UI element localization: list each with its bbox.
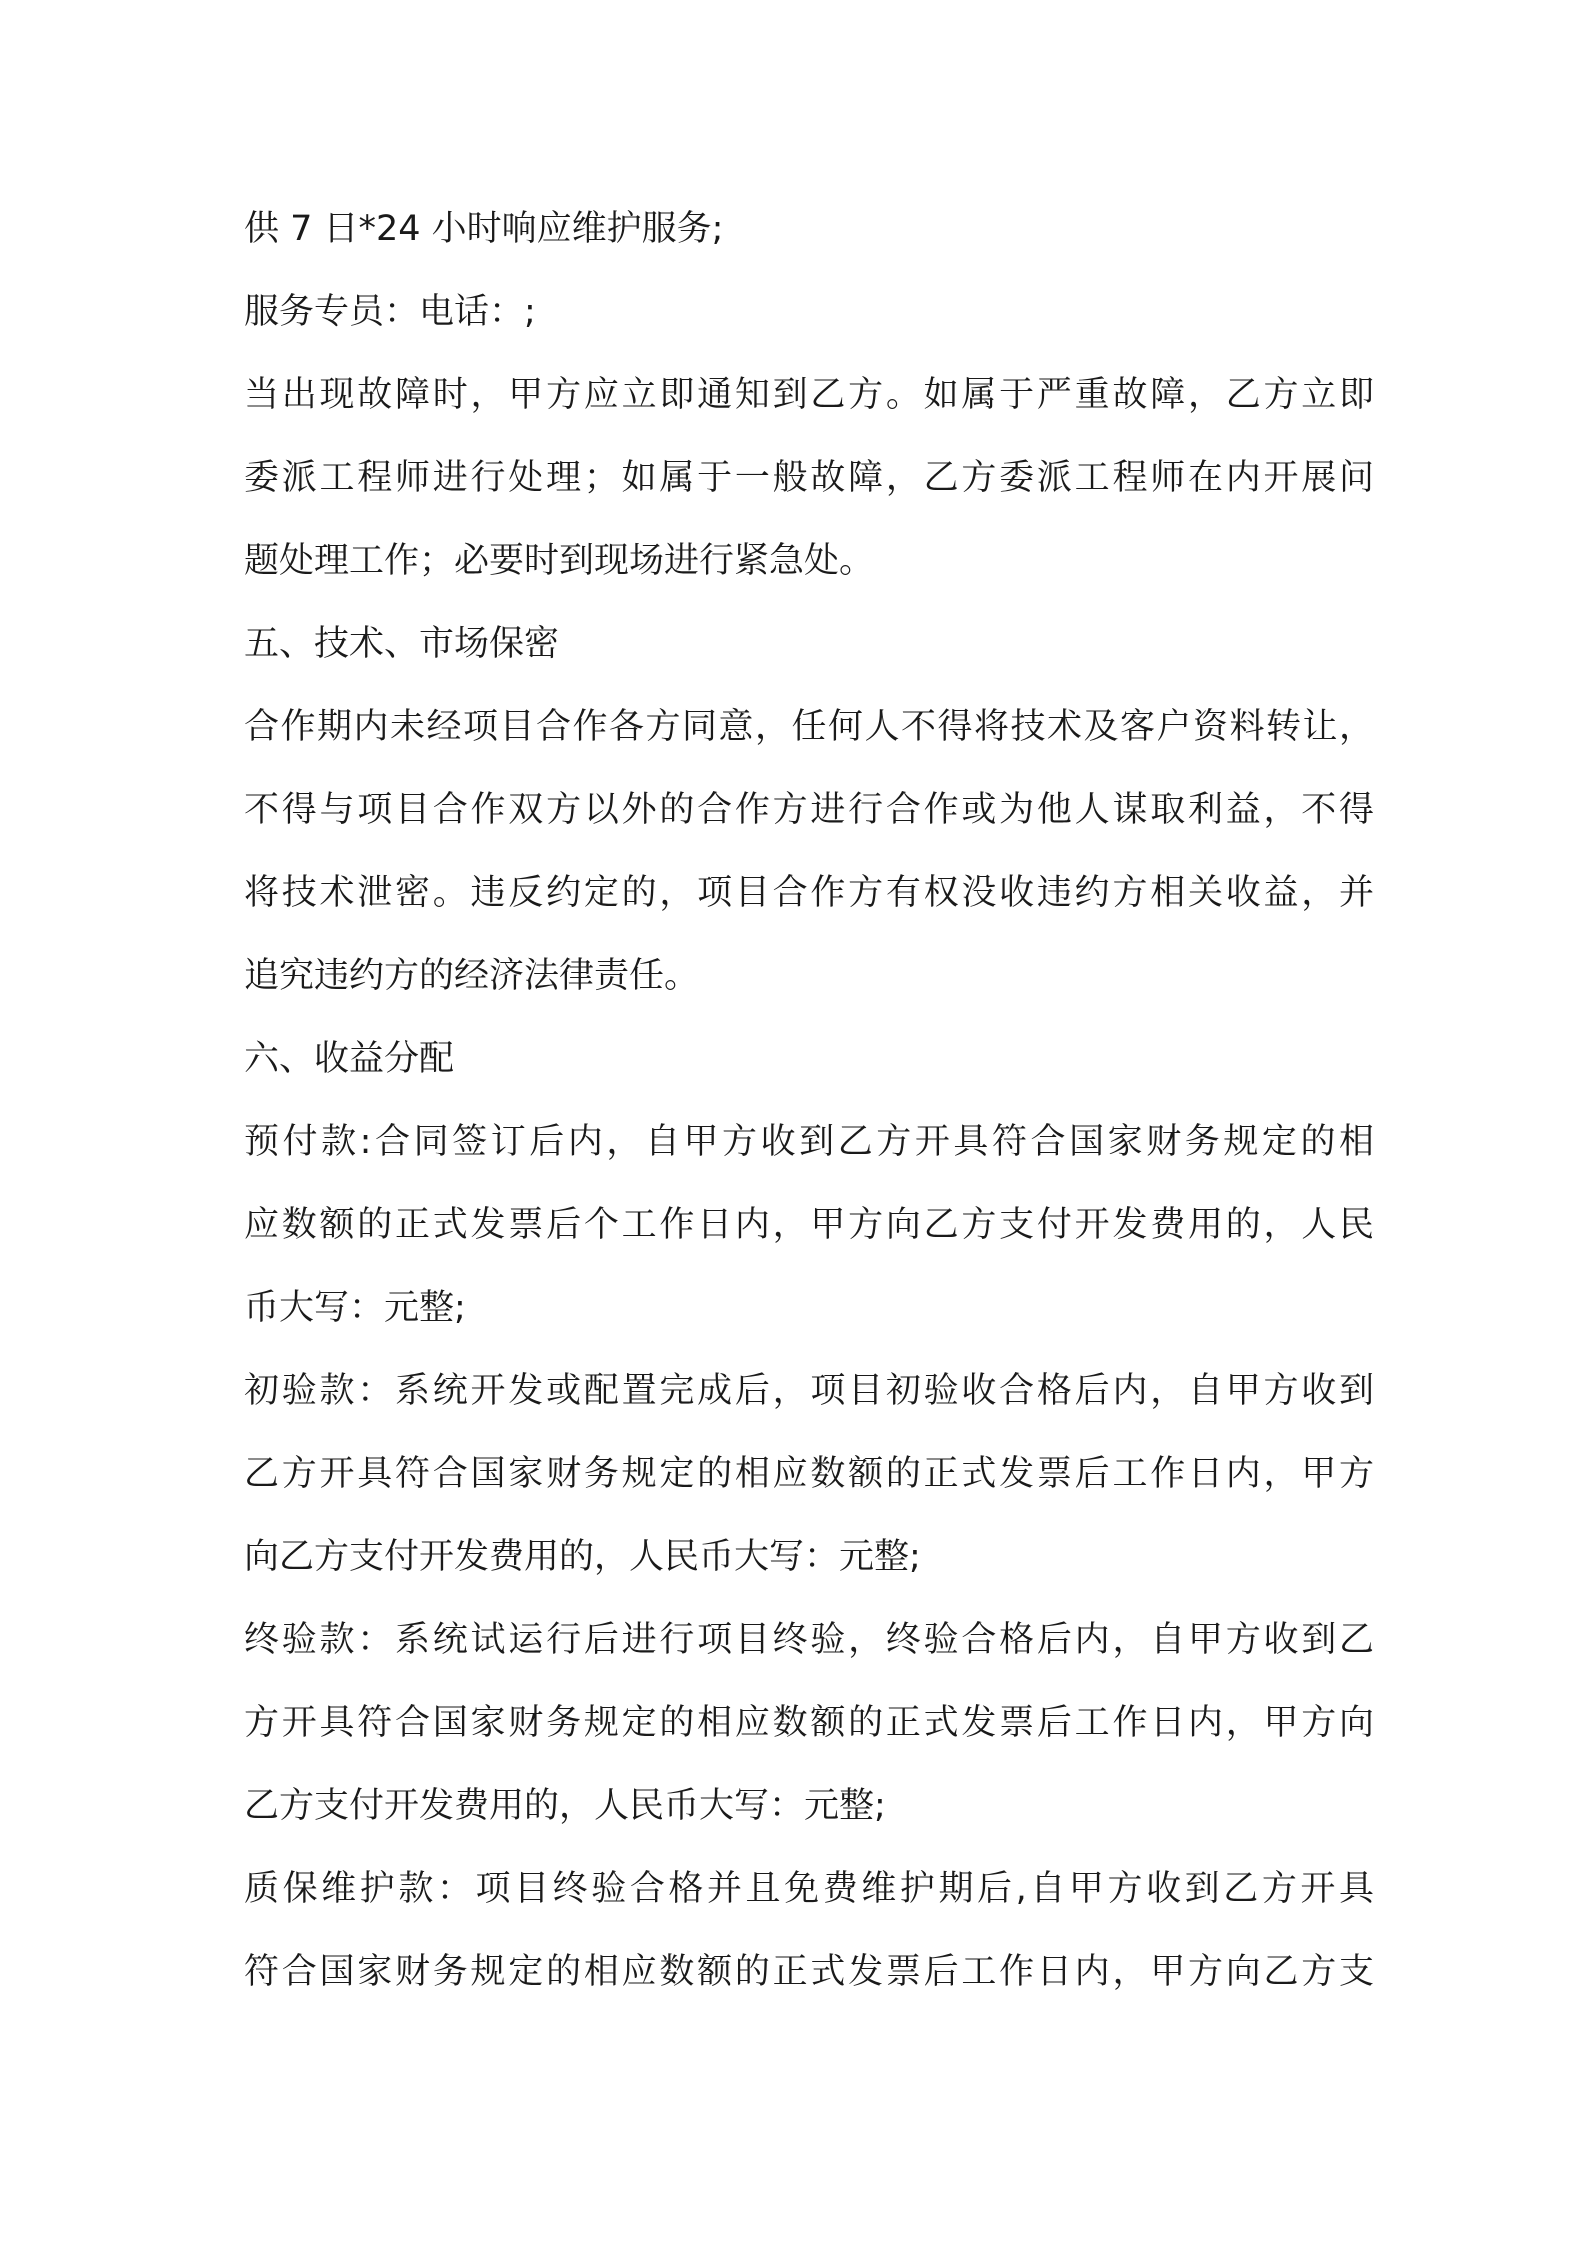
text-line: 乙方开具符合国家财务规定的相应数额的正式发票后工作日内，甲方: [244, 1454, 1374, 1494]
text-line: 币大写：元整;: [244, 1288, 466, 1328]
text-line: 将技术泄密。违反约定的，项目合作方有权没收违约方相关收益，并: [244, 873, 1374, 913]
text-line: 服务专员：电话：;: [244, 292, 536, 332]
text-line: 当出现故障时，甲方应立即通知到乙方。如属于严重故障，乙方立即: [244, 375, 1374, 415]
text-line: 追究违约方的经济法律责任。: [244, 956, 700, 996]
text-line: 终验款：系统试运行后进行项目终验，终验合格后内，自甲方收到乙: [244, 1620, 1374, 1660]
text-line: 方开具符合国家财务规定的相应数额的正式发票后工作日内，甲方向: [244, 1703, 1374, 1743]
section-heading: 五、技术、市场保密: [244, 624, 560, 664]
text-line: 乙方支付开发费用的，人民币大写：元整;: [244, 1786, 886, 1826]
text-line: 向乙方支付开发费用的，人民币大写：元整;: [244, 1537, 921, 1577]
text-line: 初验款：系统开发或配置完成后，项目初验收合格后内，自甲方收到: [244, 1371, 1374, 1411]
text-line: 题处理工作；必要时到现场进行紧急处。: [244, 541, 875, 581]
text-line: 应数额的正式发票后个工作日内，甲方向乙方支付开发费用的，人民: [244, 1205, 1374, 1245]
text-line: 合作期内未经项目合作各方同意，任何人不得将技术及客户资料转让，: [244, 707, 1374, 747]
text-line: 委派工程师进行处理；如属于一般故障，乙方委派工程师在内开展问: [244, 458, 1374, 498]
document-body: [244, 188, 1374, 2014]
text-line: 预付款:合同签订后内，自甲方收到乙方开具符合国家财务规定的相: [244, 1122, 1374, 1162]
section-heading: 六、收益分配: [244, 1039, 455, 1079]
text-line: 供 7 日*24 小时响应维护服务;: [244, 209, 724, 249]
text-line: 符合国家财务规定的相应数额的正式发票后工作日内，甲方向乙方支: [244, 1952, 1374, 1992]
text-line: 不得与项目合作双方以外的合作方进行合作或为他人谋取利益，不得: [244, 790, 1374, 830]
text-line: 质保维护款：项目终验合格并且免费维护期后,自甲方收到乙方开具: [244, 1869, 1374, 1909]
